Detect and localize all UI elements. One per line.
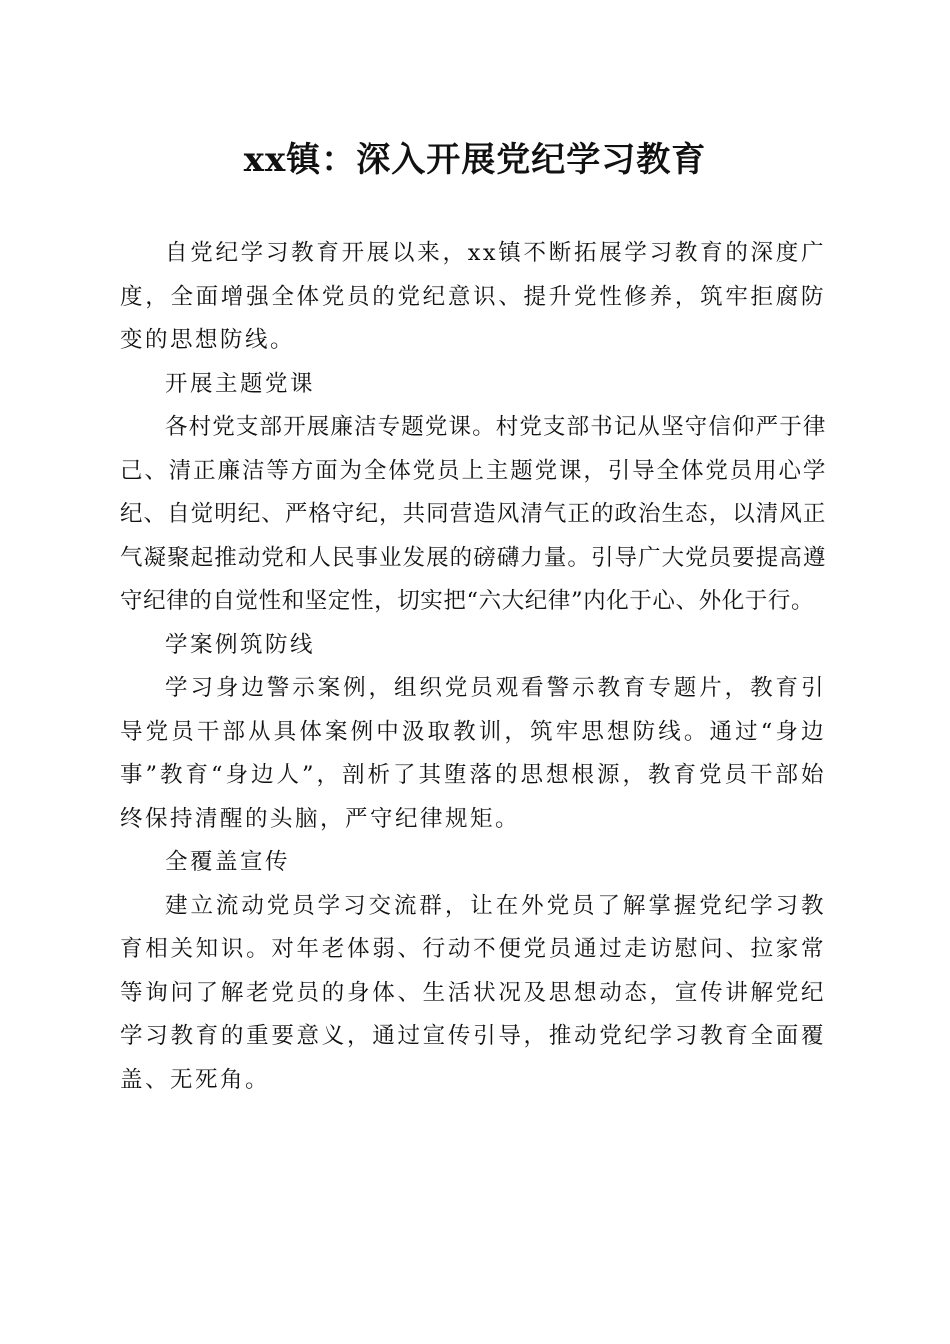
section-body-theme-lecture: 各村党支部开展廉洁专题党课。村党支部书记从坚守信仰严于律己、清正廉洁等方面为全体党员上主题党课，引导全体党员用心学纪、自觉明纪、严格守纪，共同营造风清气正的政治生态，以清风正气凝聚起推动党和人民事业发展的磅礴力量。引导广大党员要提高遵守纪律的自觉性和坚定性，切实把“六大纪律”内化于心、外化于行。 xyxy=(120,414,826,614)
intro-paragraph: 自党纪学习教育开展以来，xx镇不断拓展学习教育的深度广度，全面增强全体党员的党纪意识、提升党性修养，筑牢拒腐防变的思想防线。 xyxy=(120,240,826,353)
section-body-publicity: 建立流动党员学习交流群，让在外党员了解掌握党纪学习教育相关知识。对年老体弱、行动不便党员通过走访慰问、拉家常等询问了解老党员的身体、生活状况及思想动态，宣传讲解党纪学习教育的重要意义，通过宣传引导，推动党纪学习教育全面覆盖、无死角。 xyxy=(120,892,826,1093)
document-body xyxy=(120,232,826,1102)
section-heading-publicity: 全覆盖宣传 xyxy=(165,849,291,875)
section-heading-theme-lecture: 开展主题党课 xyxy=(165,370,316,397)
section-heading-case-study: 学案例筑防线 xyxy=(165,631,316,658)
document-title: xx镇：深入开展党纪学习教育 xyxy=(243,140,707,180)
section-body-case-study: 学习身边警示案例，组织党员观看警示教育专题片，教育引导党员干部从具体案例中汲取教训，筑牢思想防线。通过“身边事”教育“身边人”，剖析了其堕落的思想根源，教育党员干部始终保持清醒的头脑，严守纪律规矩。 xyxy=(120,675,826,832)
